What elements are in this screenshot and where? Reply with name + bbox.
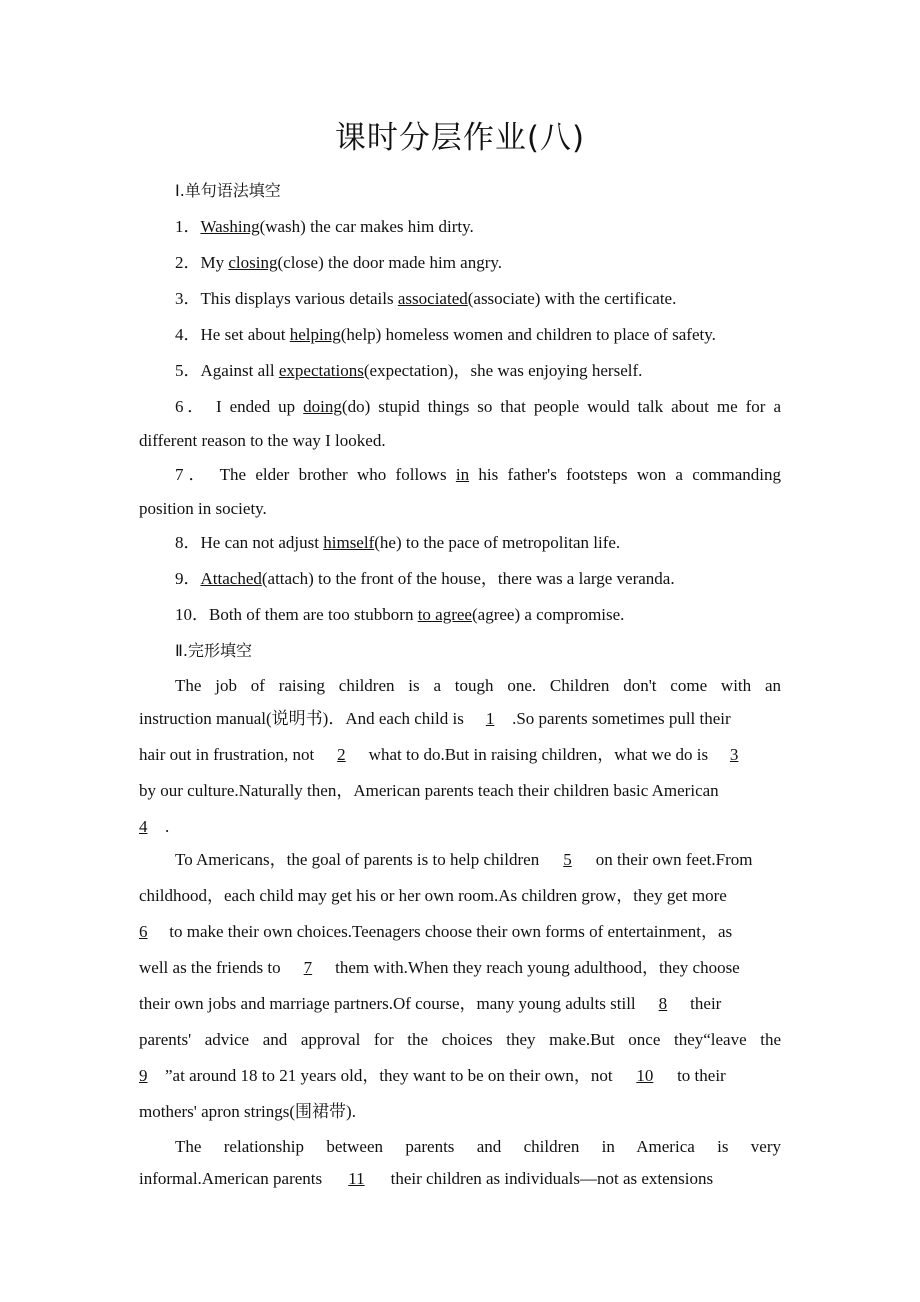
item-number: 9．	[175, 569, 201, 588]
passage-line: 6 to make their own choices.Teenagers choose their own forms of entertainment，as	[139, 922, 733, 941]
blank-8[interactable]: 8	[658, 994, 668, 1013]
answer: to agree	[417, 605, 472, 624]
item-number: 2．	[175, 253, 201, 272]
answer: closing	[228, 253, 278, 272]
passage-line: their own jobs and marriage partners.Of course，many young adults still 8 their	[139, 994, 722, 1013]
item-number: 10．	[175, 605, 209, 624]
exercise-item-8: 8．He can not adjust himself(he) to the pace of metropolitan life.	[175, 533, 621, 552]
blank-11[interactable]: 11	[348, 1169, 365, 1188]
blank-2[interactable]: 2	[337, 745, 346, 764]
exercise-item-5: 5．Against all expectations(expectation)，she was enjoying herself.	[175, 361, 643, 380]
page-title: 课时分层作业(八)	[334, 120, 586, 156]
answer: Washing	[200, 217, 260, 236]
answer: expectations	[278, 361, 364, 380]
answer: helping	[289, 325, 341, 344]
passage-line: The job of raising children is a tough one. Children don't come with an	[175, 676, 781, 695]
exercise-item-7: 7． The elder brother who follows in his father's footsteps won a commanding	[175, 465, 781, 484]
item-number: 3．	[175, 289, 201, 308]
passage-line: To Americans，the goal of parents is to help children 5 on their own feet.From	[175, 850, 753, 869]
item-number: 7．	[175, 465, 211, 484]
blank-5[interactable]: 5	[563, 850, 572, 869]
blank-10[interactable]: 10	[636, 1066, 654, 1085]
passage-line: parents' advice and approval for the choices they make.But once they“leave the	[139, 1030, 781, 1049]
answer: doing	[303, 397, 342, 416]
blank-9[interactable]: 9	[139, 1066, 148, 1085]
section2-heading: Ⅱ.完形填空	[175, 641, 252, 660]
item-number: 1．	[175, 217, 201, 236]
exercise-item-4: 4．He set about helping(help) homeless women and children to place of safety.	[175, 325, 716, 344]
exercise-item-10: 10．Both of them are too stubborn to agree(agree) a compromise.	[175, 605, 625, 624]
answer: Attached	[200, 569, 262, 588]
item-number: 4．	[175, 325, 201, 344]
exercise-item-2: 2．My closing(close) the door made him angry.	[175, 253, 503, 272]
passage-line: 4 .	[139, 817, 170, 836]
passage-line: hair out in frustration, not 2 what to do.But in raising children，what we do is 3	[139, 744, 742, 766]
answer: himself	[323, 533, 375, 552]
blank-4[interactable]: 4	[139, 817, 148, 836]
item-number: 8．	[175, 533, 201, 552]
answer: associated	[397, 289, 468, 308]
passage-line: instruction manual(说明书)．And each child is 1 .So parents sometimes pull their	[139, 709, 731, 728]
item-number: 5．	[175, 361, 201, 380]
passage-line: informal.American parents 11 their children as individuals—not as extensions	[139, 1169, 714, 1188]
exercise-item-7-cont: position in society.	[139, 499, 267, 518]
exercise-item-6-cont: different reason to the way I looked.	[139, 431, 386, 450]
blank-7[interactable]: 7	[303, 958, 313, 977]
answer: in	[455, 465, 470, 484]
blank-1[interactable]: 1	[485, 709, 495, 728]
blank-6[interactable]: 6	[139, 922, 148, 941]
passage-line: by our culture.Naturally then，American parents teach their children basic American	[139, 781, 719, 800]
section1-heading: Ⅰ.单句语法填空	[175, 181, 281, 200]
passage-line: well as the friends to 7 them with.When they reach young adulthood，they choose	[139, 958, 740, 977]
passage-line: The relationship between parents and children in America is very	[175, 1137, 781, 1156]
exercise-item-1: 1．Washing(wash) the car makes him dirty.	[175, 217, 474, 236]
passage-line: mothers' apron strings(围裙带).	[139, 1102, 356, 1121]
item-number: 6．	[175, 397, 208, 416]
passage-line: childhood，each child may get his or her own room.As children grow，they get more	[139, 886, 727, 905]
blank-3[interactable]: 3	[729, 745, 739, 764]
exercise-item-6: 6． I ended up doing(do) stupid things so that people would talk about me for a	[175, 397, 781, 416]
passage-line: 9 ”at around 18 to 21 years old，they want to be on their own，not 10 to their	[139, 1066, 726, 1085]
exercise-item-9: 9．Attached(attach) to the front of the house，there was a large veranda.	[175, 569, 675, 588]
exercise-item-3: 3．This displays various details associated(associate) with the certificate.	[175, 289, 677, 308]
